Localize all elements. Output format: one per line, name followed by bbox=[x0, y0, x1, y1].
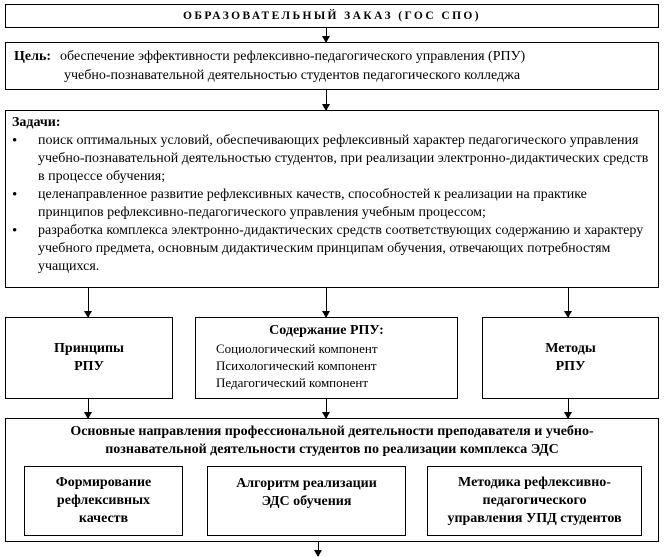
arrow-methods-to-directions bbox=[568, 399, 569, 418]
content-component: Педагогический компонент bbox=[216, 375, 369, 390]
arrow-directions-down bbox=[318, 542, 319, 556]
formation-line2: рефлексивных bbox=[56, 493, 151, 508]
methodology-line2: педагогического bbox=[482, 493, 587, 508]
methodology-line3: управления УПД студентов bbox=[447, 511, 622, 526]
algorithm-box bbox=[207, 466, 406, 536]
principles-box bbox=[5, 317, 173, 399]
principles-line2: РПУ bbox=[74, 359, 104, 374]
formation-box bbox=[24, 466, 183, 536]
arrow-tasks-to-content bbox=[326, 288, 327, 317]
arrow-tasks-to-methods bbox=[568, 288, 569, 317]
content-component: Социологический компонент bbox=[216, 341, 378, 356]
methodology-line1: Методика рефлексивно- bbox=[458, 475, 611, 490]
formation-line3: качеств bbox=[78, 511, 129, 526]
methods-box bbox=[482, 317, 659, 399]
tasks-list bbox=[12, 132, 652, 276]
arrow-goal-to-tasks bbox=[326, 90, 327, 110]
algorithm-line2: ЭДС обучения bbox=[261, 494, 352, 509]
order-title: ОБРАЗОВАТЕЛЬНЫЙ ЗАКАЗ (ГОС СПО) bbox=[182, 10, 482, 22]
goal-box bbox=[5, 42, 659, 90]
arrow-tasks-to-principles bbox=[88, 288, 89, 317]
methods-line1: Методы bbox=[545, 341, 596, 356]
arrow-content-to-directions bbox=[326, 399, 327, 418]
formation-line1: Формирование bbox=[55, 475, 152, 490]
content-box bbox=[195, 317, 458, 399]
goal-label: Цель: bbox=[14, 49, 52, 64]
tasks-box bbox=[5, 110, 659, 288]
task-item: • поиск оптимальных условий, обеспечивающих рефлексивный характер педагогического управления учебно-познавательной деятельностью студентов, при реализации электронно-дидактических средств в процессе обучения; bbox=[12, 132, 652, 186]
task-item: • разработка комплекса электронно-дидактических средств соответствующих содержанию и характеру учебного предмета, основным дидактическим принципам обучения, отвечающих потребностям учащихся. bbox=[12, 222, 652, 276]
principles-line1: Принципы bbox=[54, 341, 124, 356]
content-component: Психологический компонент bbox=[216, 358, 377, 373]
goal-text-line1: обеспечение эффективности рефлексивно-педагогического управления (РПУ) bbox=[60, 49, 526, 64]
content-title: Содержание РПУ: bbox=[269, 323, 384, 338]
directions-line2: познавательной деятельности студентов по реализации комплекса ЭДС bbox=[105, 442, 559, 457]
algorithm-line1: Алгоритм реализации bbox=[236, 476, 377, 491]
directions-line1: Основные направления профессиональной деятельности преподавателя и учебно- bbox=[70, 424, 594, 439]
methods-line2: РПУ bbox=[555, 359, 586, 374]
arrow-order-to-goal bbox=[326, 28, 327, 42]
order-box bbox=[5, 4, 659, 28]
arrow-principles-to-directions bbox=[88, 399, 89, 418]
goal-text-line2: учебно-познавательной деятельностью студентов педагогического колледжа bbox=[64, 68, 521, 83]
tasks-label: Задачи: bbox=[12, 115, 61, 130]
methodology-box bbox=[427, 466, 642, 536]
task-item: • целенаправленное развитие рефлексивных качеств, способностей к реализации на практике принципов рефлексивно-педагогического управления учебным процессом; bbox=[12, 186, 652, 222]
